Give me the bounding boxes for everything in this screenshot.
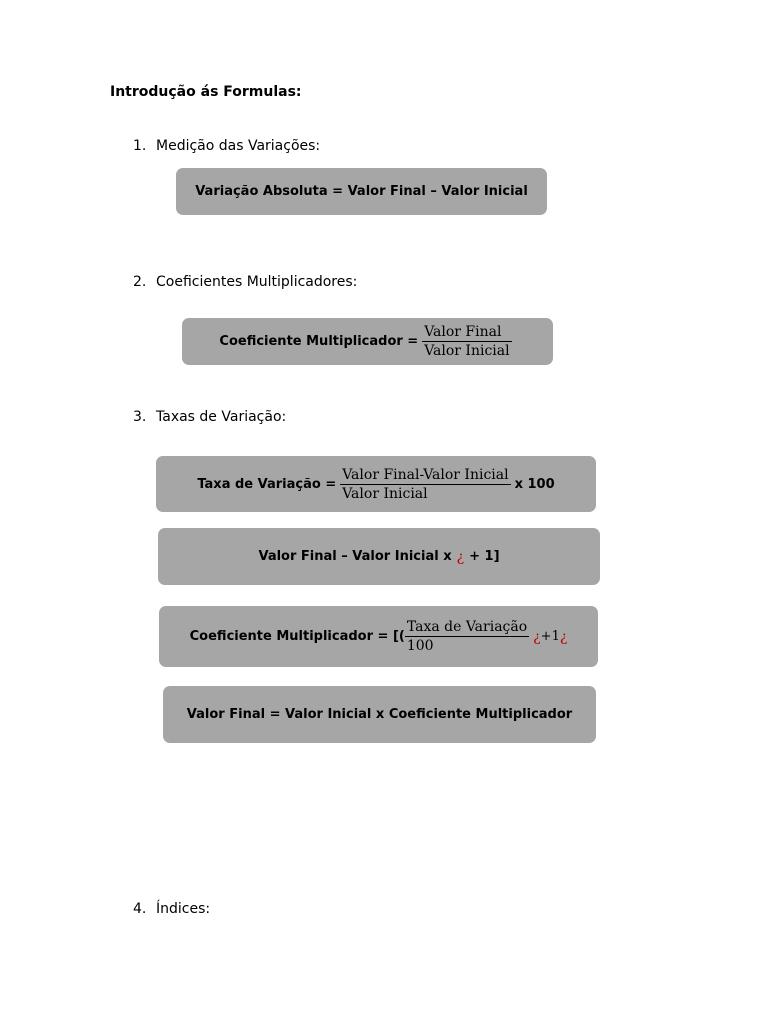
fraction-numerator: Taxa de Variação	[406, 619, 528, 635]
fraction-numerator: Valor Final	[422, 324, 511, 342]
formula-text: Valor Final = Valor Inicial x Coeficiente Multiplicador	[186, 707, 573, 722]
formula-suffix: + 1]	[469, 549, 500, 564]
formula-lhs: Coeficiente Multiplicador = [(	[189, 629, 405, 644]
section-number: 1.	[133, 138, 147, 154]
section-heading-4	[133, 901, 210, 917]
formula-suffix: x 100	[514, 476, 555, 492]
section-number: 2.	[133, 274, 147, 290]
plus-one: +1	[540, 629, 560, 644]
section-title: Coeficientes Multiplicadores:	[156, 274, 358, 290]
formula-text: Variação Absoluta = Valor Final – Valor Inicial	[195, 184, 528, 199]
unknown-symbol: ¿	[456, 548, 465, 565]
formula-text: Valor Final – Valor Inicial x	[258, 549, 452, 564]
formula-box-rate	[156, 456, 596, 512]
fraction	[340, 467, 510, 502]
formula-box-final-value-a	[158, 528, 600, 585]
formula-box-absolute-variation	[176, 168, 547, 215]
fraction-denominator: 100	[406, 638, 434, 654]
fraction-denominator: Valor Inicial	[342, 485, 428, 502]
section-heading-1	[133, 138, 320, 154]
fraction-denominator: Valor Inicial	[424, 343, 510, 359]
section-number: 4.	[133, 901, 147, 917]
section-heading-3	[133, 409, 286, 425]
fraction	[405, 619, 529, 654]
unknown-symbol: ¿	[559, 628, 568, 645]
formula-box-multiplier	[182, 318, 553, 365]
document-title: Introdução ás Formulas:	[110, 84, 302, 100]
section-title: Índices:	[156, 901, 211, 917]
fraction-numerator: Valor Final-Valor Inicial	[342, 466, 509, 483]
section-title: Medição das Variações:	[156, 138, 321, 154]
formula-box-final-value-b	[163, 686, 596, 743]
section-title: Taxas de Variação:	[156, 409, 287, 425]
formula-lhs: Taxa de Variação =	[197, 476, 337, 492]
formula-lhs: Coeficiente Multiplicador =	[219, 334, 419, 349]
section-heading-2	[133, 274, 357, 290]
unknown-symbol: ¿	[533, 628, 541, 645]
fraction	[422, 324, 511, 359]
section-number: 3.	[133, 409, 147, 425]
formula-box-multiplier-from-rate	[159, 606, 598, 667]
